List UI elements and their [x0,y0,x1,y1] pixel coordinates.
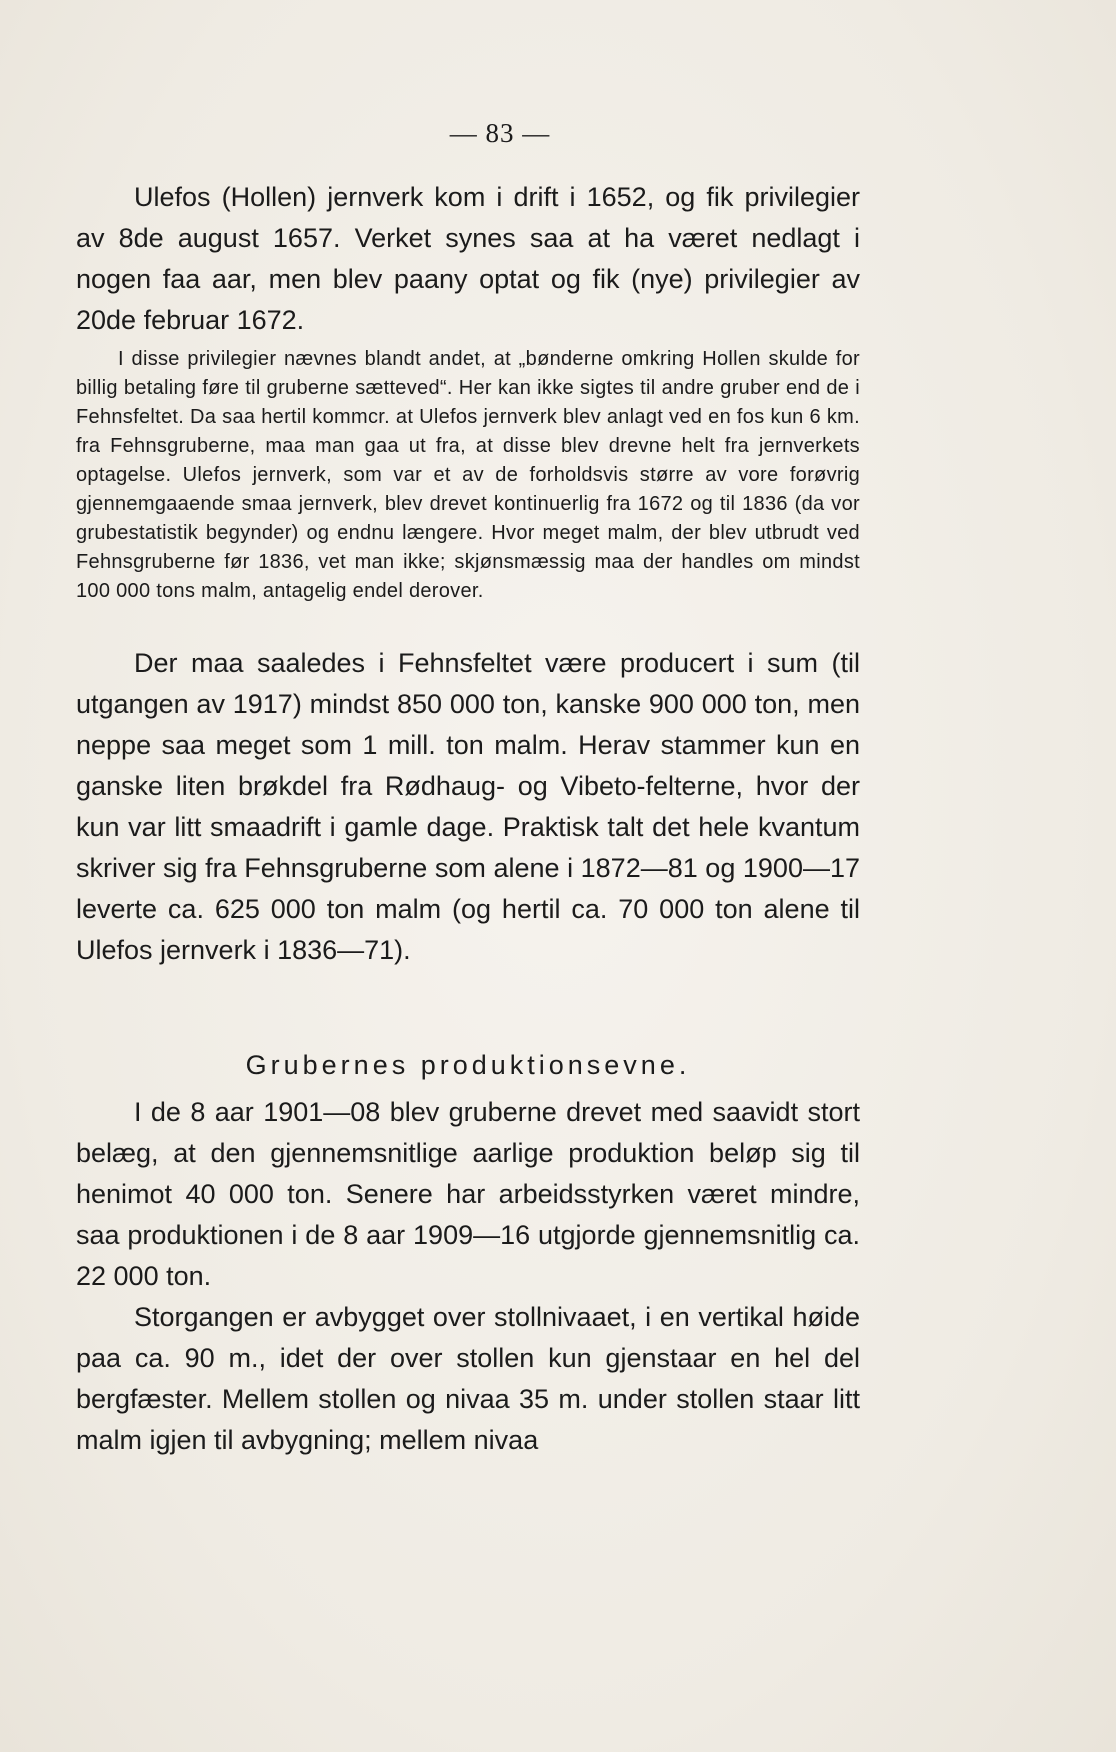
page-number: — 83 — [449,118,551,148]
paragraph-storgangen: Storgangen er avbygget over stollnivaaet, i en vertikal høide paa ca. 90 m., idet der over stollen kun gjenstaar en hel del bergfæster. Mellem stollen og nivaa 35 m. under stollen staar litt malm igjen til avbygning; mellem nivaa [76,1302,860,1455]
paragraph-production-total: Der maa saaledes i Fehnsfeltet være producert i sum (til utgangen av 1917) mindst 850 000 ton, kanske 900 000 ton, men neppe saa meget som 1 mill. ton malm. Herav stammer kun en ganske liten brøkdel fra Rødhaug- og Vibeto-felterne, hvor der kun var litt smaadrift i gamle dage. Praktisk talt det hele kvantum skriver sig fra Fehnsgruberne som alene i 1872—81 og 1900—17 leverte ca. 625 000 ton malm (og hertil ca. 70 000 ton alene til Ulefos jernverk i 1836—71). [76,648,860,965]
section-heading: Grubernes produktionsevne. [245,1050,691,1080]
paragraph-privileges-note: I disse privilegier nævnes blandt andet, at „bønderne omkring Hollen skulde for billig betaling føre til gruberne sætteved“. Her kan ikke sigtes til andre gruber end de i Fehnsfeltet. Da saa hertil kommcr. at Ulefos jernverk blev anlagt ved en fos kun 6 km. fra Fehnsgruberne, maa man gaa ut fra, at disse blev drevne helt fra jernverkets optagelse. Ulefos jernverk, som var et av de forholdsvis større av vore forøvrig gjennemgaaende smaa jernverk, blev drevet kontinuerlig fra 1672 og til 1836 (da vor grubestatistik begynder) og endnu længere. Hvor meget malm, der blev utbrudt ved Fehnsgruberne før 1836, vet man ikke; skjønsmæssig maa der handles om mindst 100 000 tons malm, antagelig endel derover. [76,348,860,602]
paragraph-ulefos-history: Ulefos (Hollen) jernverk kom i drift i 1652, og fik privilegier av 8de august 1657. Verket synes saa at ha været nedlagt i nogen faa aar, men blev paany optat og fik (nye) privilegier av 20de februar 1672. [76,182,860,335]
paragraph-annual-production: I de 8 aar 1901—08 blev gruberne drevet med saavidt stort belæg, at den gjennemsnitlige aarlige produktion beløp sig til henimot 40 000 ton. Senere har arbeidsstyrken været mindre, saa produktionen i de 8 aar 1909—16 utgjorde gjennemsnitlig ca. 22 000 ton. [76,1097,860,1291]
